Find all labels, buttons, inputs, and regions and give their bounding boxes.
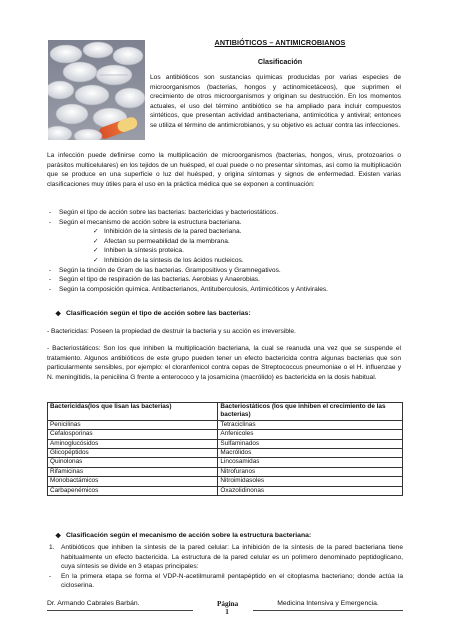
table-cell: Macrólidos bbox=[218, 449, 403, 458]
list-marker: 1. bbox=[49, 544, 55, 551]
pills-illustration bbox=[48, 40, 145, 140]
sub-list-label: Inhibición de la síntesis de los ácidos nucleicos. bbox=[104, 256, 244, 264]
table-cell: Sulfaminados bbox=[218, 439, 403, 448]
infection-paragraph: La infección puede definirse como la multiplicación de microorganismos (bacterias, hongos, virus, protozoarios o parásitos multicelulares) en los tejidos de un huésped, el cual puede o no presentar síntomas, así como la multiplicación que se produce en una superficie o luz del huésped, y origina síntomas y signos de enfermedad. Existen varias clasificaciones muy útiles para el uso en la práctica médica que se exponen a continuación: bbox=[47, 152, 401, 188]
document-subtitle: Clasificación bbox=[257, 57, 303, 66]
checkmark-icon: ✓ bbox=[93, 247, 99, 255]
page-footer bbox=[47, 600, 403, 624]
document-title: ANTIBIÓTICOS – ANTIMICROBIANOS bbox=[214, 38, 346, 47]
table-cell: Glicopéptidos bbox=[48, 449, 218, 458]
table-cell: Rifamicinas bbox=[48, 467, 218, 476]
section-heading-text: Clasificación según el mecanismo de acción sobre la estructura bacteriana: bbox=[66, 532, 312, 539]
sub-list-label: Inhibición de la síntesis de la pared bacteriana. bbox=[104, 228, 242, 236]
list-item bbox=[47, 543, 403, 572]
pills-image bbox=[48, 40, 145, 140]
table-row bbox=[48, 486, 403, 495]
footer-page-number: Página 1 bbox=[217, 600, 239, 616]
bactericidas-paragraph: - Bactericidas: Poseen la propiedad de destruir la bacteria y su acción es irreversible. bbox=[47, 328, 296, 335]
list-item: - Según el tipo de respiración de las bacterias. Aerobias y Anaerobias. bbox=[47, 275, 407, 285]
table-row bbox=[48, 439, 403, 448]
list-item: - Según la composición química. Antibacterianos, Antituberculosis, Antimicóticos y Antivirales. bbox=[47, 285, 407, 295]
classification-table bbox=[47, 402, 403, 496]
table-cell: Monobactámicos bbox=[48, 477, 218, 486]
table-cell: Lincosamidas bbox=[218, 458, 403, 467]
checkmark-icon: ✓ bbox=[93, 237, 99, 245]
diamond-bullet-icon: ❖ bbox=[55, 311, 62, 318]
section-heading bbox=[55, 310, 251, 318]
table-cell: Nitroimidasoles bbox=[218, 477, 403, 486]
table-header-cell: Bactericidas(los que lisan las bacterias) bbox=[48, 403, 218, 421]
table-cell: Cefalosporinas bbox=[48, 430, 218, 439]
checkmark-icon: ✓ bbox=[93, 256, 99, 264]
table-row bbox=[48, 458, 403, 467]
sub-list-item bbox=[47, 237, 407, 247]
footer-divider bbox=[47, 610, 193, 611]
sub-list-item bbox=[47, 256, 407, 266]
table-cell: Anfenicoles bbox=[218, 430, 403, 439]
sub-list-label: Afectan su permeabilidad de la membrana. bbox=[104, 237, 230, 245]
table-cell: Carbapenémicos bbox=[48, 486, 218, 495]
table-cell: Quinolonas bbox=[48, 458, 218, 467]
table-cell: Penicilinas bbox=[48, 420, 218, 429]
section-heading-text: Clasificación según el tipo de acción sobre las bacterias: bbox=[66, 310, 251, 317]
table-cell: Oxazolidinonas bbox=[218, 486, 403, 495]
diamond-bullet-icon: ❖ bbox=[55, 533, 62, 540]
footer-divider bbox=[253, 610, 403, 611]
table-cell: Nitrofuranos bbox=[218, 467, 403, 476]
section-heading bbox=[55, 532, 312, 540]
list-item: - Según la tinción de Gram de las bacterias. Grampositivos y Gramnegativos. bbox=[47, 266, 407, 276]
bacteriostaticos-paragraph: - Bacteriostáticos: Son los que inhiben la multiplicación bacteriana, la cual se reanuda una vez que se suspende el tratamiento. Algunos antibióticos de este grupo pueden tener un efecto bactericida contra algunas bacterias que son particularmente sensibles, por ejemplo: el cloranfenicol contra cepas de Streptococcus pneumoniae o el H. influenzae y N. meningitidis, la penicilina G frente a enterococo y la josamicina (macrólido) es bactericida en la dosis habitual. bbox=[47, 345, 401, 381]
table-header-cell: Bacteriostáticos (los que inhiben el crecimiento de las bacterias) bbox=[218, 403, 403, 421]
list-marker: - bbox=[49, 572, 52, 580]
sub-list-item bbox=[47, 246, 407, 256]
table-row bbox=[48, 449, 403, 458]
table-cell: Aminoglucósidos bbox=[48, 439, 218, 448]
table-row bbox=[48, 467, 403, 476]
list-item-text: En la primera etapa se forma el VDP-N-acetilmuramil pentapéptido en el citoplasma bacteriano; donde actúa la cicloserina. bbox=[61, 572, 403, 590]
list-item bbox=[47, 572, 403, 591]
table-row bbox=[48, 430, 403, 439]
footer-author: Dr. Armando Cabrales Barbán. bbox=[47, 600, 140, 607]
footer-course: Medicina Intensiva y Emergencia. bbox=[277, 600, 379, 607]
table-cell: Tetraciclinas bbox=[218, 420, 403, 429]
sub-list-label: Inhiben la síntesis proteica. bbox=[104, 247, 184, 255]
intro-paragraph: Los antibióticos son sustancias químicas producidas por varias especies de microorganismos (bacterias, hongos y actinomicetáceos), que suprimen el crecimiento de otros microorganismos y originan su destrucción. En los momentos actuales, el uso del término antibiótico se ha ampliado para incluir compuestos sintéticos, que presentan actividad antibacteriana, antimicótica y antiviral; entonces se utiliza el término de antimicrobianos, y su objetivo es actuar contra las infecciones. bbox=[150, 74, 401, 129]
list-item-text: Antibióticos que inhiben la síntesis de la pared celular: La inhibición de la síntesis de la pared bacteriana tiene habitualmente un efecto bactericida. La estructura de la pared celular es un polímero denominado peptidoglicano, cuya síntesis se divide en 3 etapas principales: bbox=[61, 544, 403, 571]
checkmark-icon: ✓ bbox=[93, 228, 99, 236]
table-row bbox=[48, 477, 403, 486]
mechanism-list bbox=[47, 543, 403, 591]
classification-list bbox=[47, 208, 407, 294]
list-item: - Según el tipo de acción sobre las bacterias: bactericidas y bacteriostáticos. bbox=[47, 208, 407, 218]
list-item: - Según el mecanismo de acción sobre la estructura bacteriana. bbox=[47, 218, 407, 228]
table-row bbox=[48, 420, 403, 429]
sub-list-item bbox=[47, 227, 407, 237]
table-header-row bbox=[48, 403, 403, 421]
